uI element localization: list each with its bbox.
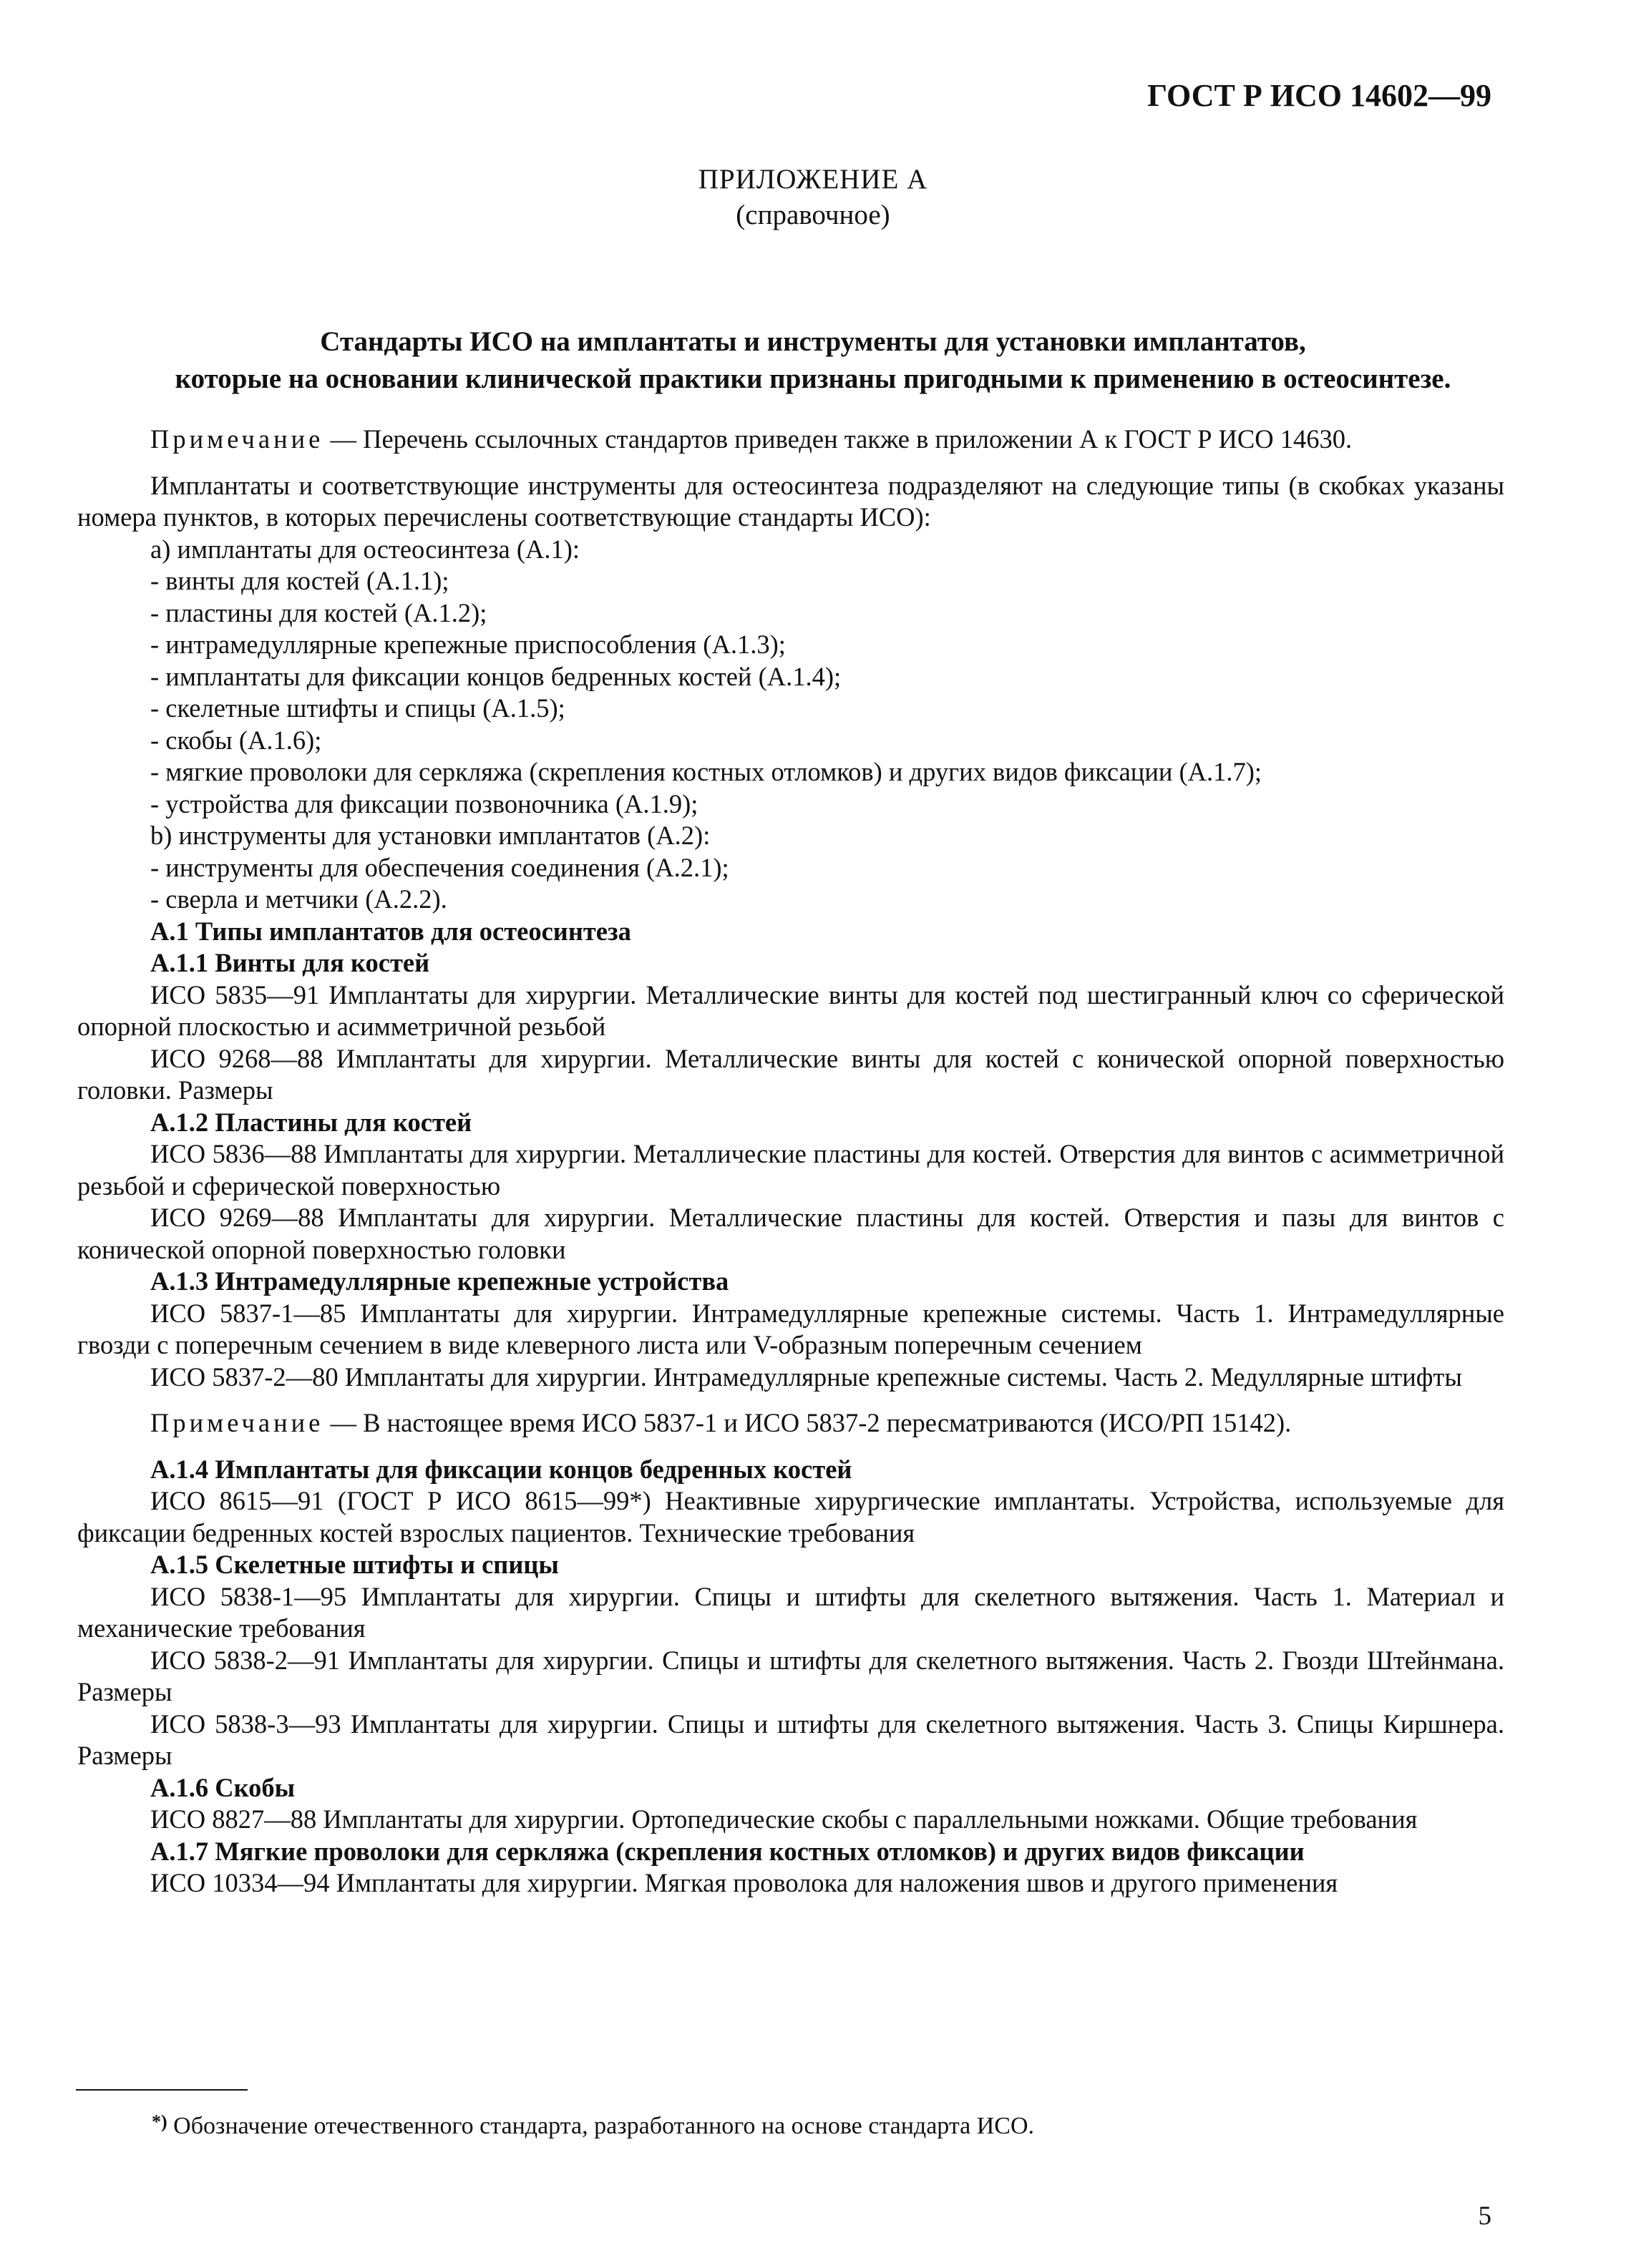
page-number: 5 — [1478, 2201, 1491, 2231]
intro-paragraph: Имплантаты и соответствующие инструменты для остеосинтеза подразделяют на следующие типы (в скобках указаны номера пунктов, в которых перечислены соответствующие стандарты ИСО): — [77, 470, 1504, 532]
main-heading-line-1: Стандарты ИСО на имплантаты и инструменты для установки имплантатов, — [320, 326, 1306, 357]
section-heading-a16: А.1.6 Скобы — [150, 1772, 296, 1802]
list-item: - скелетные штифты и спицы (А.1.5); — [150, 693, 565, 723]
types-list — [77, 534, 1504, 916]
list-item: - пластины для костей (А.1.2); — [150, 597, 487, 627]
note-text: — Перечень ссылочных стандартов приведен также в приложении А к ГОСТ Р ИСО 14630. — [323, 424, 1353, 454]
standard-entry: ИСО 8827—88 Имплантаты для хирургии. Ортопедические скобы с параллельными ножками. Общие требования — [150, 1804, 1418, 1834]
standard-entry: ИСО 10334—94 Имплантаты для хирургии. Мягкая проволока для наложения швов и другого применения — [150, 1868, 1338, 1897]
section-heading-a1: А.1 Типы имплантатов для остеосинтеза — [150, 916, 631, 946]
standard-entry: ИСО 5838-1—95 Имплантаты для хирургии. Спицы и штифты для скелетного вытяжения. Часть 1. Материал и механические требования — [77, 1581, 1504, 1643]
standard-entry: ИСО 5837-2—80 Имплантаты для хирургии. Интрамедуллярные крепежные системы. Часть 2. Медуллярные штифты — [150, 1362, 1462, 1392]
standard-entry: ИСО 8615—91 (ГОСТ Р ИСО 8615—99*) Неактивные хирургические имплантаты. Устройства, используемые для фиксации бедренных костей взрослых пациентов. Технические требования — [77, 1486, 1504, 1548]
standard-entry: ИСО 5838-2—91 Имплантаты для хирургии. Спицы и штифты для скелетного вытяжения. Часть 2. Гвозди Штейнмана. Размеры — [77, 1645, 1504, 1706]
main-heading — [107, 323, 1519, 398]
footnote — [152, 2106, 1034, 2142]
appendix-header — [0, 162, 1626, 233]
section-heading-a13: А.1.3 Интрамедуллярные крепежные устройства — [150, 1266, 729, 1296]
note-paragraph — [77, 424, 1504, 456]
list-item: - инструменты для обеспечения соединения (А.2.1); — [150, 852, 729, 882]
list-item: - устройства для фиксации позвоночника (А.1.9); — [150, 788, 698, 818]
list-item: b) инструменты для установки имплантатов (А.2): — [150, 821, 711, 850]
list-item: - винты для костей (А.1.1); — [150, 566, 449, 595]
document-code: ГОСТ Р ИСО 14602—99 — [1147, 78, 1491, 113]
list-item: - имплантаты для фиксации концов бедренных костей (А.1.4); — [150, 661, 842, 691]
note-paragraph — [77, 1407, 1504, 1440]
appendix-title: ПРИЛОЖЕНИЕ А — [698, 164, 928, 195]
section-heading-a12: А.1.2 Пластины для костей — [150, 1107, 472, 1137]
standard-entry: ИСО 5836—88 Имплантаты для хирургии. Металлические пластины для костей. Отверстия для винтов с асимметричной резьбой и сферической поверхностью — [77, 1139, 1504, 1201]
standard-entry: ИСО 5837-1—85 Имплантаты для хирургии. Интрамедуллярные крепежные системы. Часть 1. Интрамедуллярные гвозди с поперечным сечением в виде клеверного листа или V-образным поперечным сечением — [77, 1298, 1504, 1359]
document-body — [77, 424, 1504, 1900]
list-item: а) имплантаты для остеосинтеза (А.1): — [150, 534, 580, 564]
note-text: — В настоящее время ИСО 5837-1 и ИСО 5837-2 пересматриваются (ИСО/РП 15142). — [323, 1408, 1292, 1437]
list-item: - мягкие проволоки для серкляжа (скрепления костных отломков) и других видов фиксации (А.1.7); — [150, 757, 1262, 786]
footnote-mark: *) — [152, 2111, 167, 2132]
standard-entry: ИСО 5835—91 Имплантаты для хирургии. Металлические винты для костей под шестигранный ключ со сферической опорной плоскостью и асимметричной резьбой — [77, 979, 1504, 1041]
section-heading-a14: А.1.4 Имплантаты для фиксации концов бедренных костей — [150, 1454, 852, 1484]
section-heading-a15: А.1.5 Скелетные штифты и спицы — [150, 1550, 559, 1579]
section-heading-a11: А.1.1 Винты для костей — [150, 948, 430, 977]
footnote-divider — [76, 2089, 248, 2091]
list-item: - скобы (А.1.6); — [150, 725, 322, 755]
main-heading-line-2: которые на основании клинической практики признаны пригодными к применению в остеосинтезе. — [175, 363, 1451, 394]
note-label: Примечание — [150, 1408, 324, 1437]
standard-entry: ИСО 9269—88 Имплантаты для хирургии. Металлические пластины для костей. Отверстия и пазы для винтов с конической опорной поверхностью головки — [77, 1203, 1504, 1264]
section-heading-a17: А.1.7 Мягкие проволоки для серкляжа (скрепления костных отломков) и других видов фиксации — [150, 1836, 1305, 1866]
standard-entry: ИСО 5838-3—93 Имплантаты для хирургии. Спицы и штифты для скелетного вытяжения. Часть 3. Спицы Киршнера. Размеры — [77, 1709, 1504, 1770]
footnote-text: Обозначение отечественного стандарта, разработанного на основе стандарта ИСО. — [167, 2113, 1035, 2139]
appendix-subtitle: (справочное) — [736, 200, 890, 230]
list-item: - сверла и метчики (А.2.2). — [150, 884, 447, 914]
note-label: Примечание — [150, 424, 324, 454]
standard-entry: ИСО 9268—88 Имплантаты для хирургии. Металлические винты для костей с конической опорной поверхностью головки. Размеры — [77, 1043, 1504, 1105]
list-item: - интрамедуллярные крепежные приспособления (А.1.3); — [150, 630, 786, 659]
